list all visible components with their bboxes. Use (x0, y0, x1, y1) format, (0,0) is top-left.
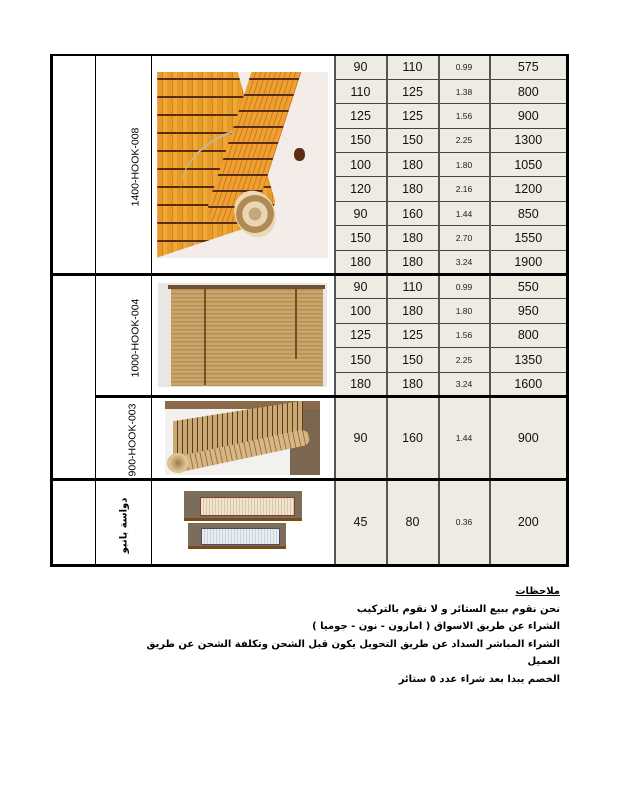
price-table (50, 54, 569, 567)
area-cell: 1.80 (439, 299, 490, 323)
width-cell: 125 (335, 323, 387, 347)
area-cell: 1.56 (439, 104, 490, 128)
area-cell: 0.99 (439, 55, 490, 79)
price-cell: 850 (490, 201, 568, 225)
area-cell: 2.25 (439, 348, 490, 372)
price-cell: 575 (490, 55, 568, 79)
note-line: الشراء عن طريق الاسواق ( امازون - نون - جوميا ) (312, 621, 560, 632)
price-cell: 950 (490, 299, 568, 323)
price-cell: 1350 (490, 348, 568, 372)
blank-column-cell (52, 55, 96, 275)
height-cell: 125 (387, 104, 439, 128)
price-cell: 800 (490, 323, 568, 347)
price-cell: 1200 (490, 177, 568, 201)
blank-column-cell (52, 479, 96, 565)
table-row (52, 396, 568, 479)
area-cell: 2.70 (439, 226, 490, 250)
product-image-cell (152, 55, 335, 275)
width-cell: 110 (335, 79, 387, 103)
note-line: نحن نقوم ببيع الستائر و لا نقوم بالتركيب (356, 603, 560, 615)
width-cell: 90 (335, 201, 387, 225)
product-code: 900-HOOK-003 (126, 403, 139, 477)
width-cell: 180 (335, 250, 387, 274)
height-cell: 125 (387, 323, 439, 347)
area-cell: 2.25 (439, 128, 490, 152)
area-cell: 0.36 (439, 479, 490, 565)
table-row (52, 55, 568, 79)
height-cell: 150 (387, 128, 439, 152)
product-code: دواسة بانبو (118, 497, 130, 554)
rolled-orange-bamboo-blind-image (157, 72, 328, 258)
height-cell: 180 (387, 153, 439, 177)
notes-section (140, 583, 560, 688)
price-cell: 550 (490, 275, 568, 299)
height-cell: 180 (387, 177, 439, 201)
product-code-cell (96, 396, 152, 479)
product-code-cell (96, 275, 152, 397)
product-code: 1000-HOOK-004 (129, 298, 142, 378)
price-cell: 900 (490, 104, 568, 128)
area-cell: 2.16 (439, 177, 490, 201)
height-cell: 180 (387, 250, 439, 274)
width-cell: 90 (335, 396, 387, 479)
area-cell: 1.44 (439, 396, 490, 479)
price-cell: 200 (490, 479, 568, 565)
product-code: 1400-HOOK-008 (129, 127, 142, 207)
height-cell: 110 (387, 55, 439, 79)
note-line: الشراء المباشر السداد عن طريق التحويل يكون قبل الشحن وتكلفة الشحن عن طريق العميل (146, 638, 560, 667)
width-cell: 150 (335, 348, 387, 372)
product-image-cell (152, 396, 335, 479)
product-code-cell (96, 479, 152, 565)
area-cell: 1.80 (439, 153, 490, 177)
price-cell: 1050 (490, 153, 568, 177)
blank-column-cell (52, 275, 96, 480)
rolled-up-bamboo-shade-image (165, 401, 320, 475)
width-cell: 90 (335, 275, 387, 299)
price-cell: 1900 (490, 250, 568, 274)
height-cell: 160 (387, 396, 439, 479)
height-cell: 160 (387, 201, 439, 225)
bamboo-floor-mats-image (184, 491, 302, 553)
width-cell: 100 (335, 299, 387, 323)
price-cell: 800 (490, 79, 568, 103)
height-cell: 125 (387, 79, 439, 103)
width-cell: 125 (335, 104, 387, 128)
note-line: الخصم يبدا بعد شراء عدد ٥ ستائر (398, 673, 560, 685)
width-cell: 150 (335, 128, 387, 152)
area-cell: 1.44 (439, 201, 490, 225)
area-cell: 1.56 (439, 323, 490, 347)
table-row (52, 479, 568, 565)
price-cell: 900 (490, 396, 568, 479)
product-image-cell (152, 479, 335, 565)
width-cell: 150 (335, 226, 387, 250)
area-cell: 3.24 (439, 372, 490, 396)
width-cell: 45 (335, 479, 387, 565)
hanging-bamboo-blind-image (158, 283, 327, 387)
table-row (52, 275, 568, 299)
product-code-cell (96, 55, 152, 275)
price-cell: 1300 (490, 128, 568, 152)
width-cell: 120 (335, 177, 387, 201)
price-cell: 1550 (490, 226, 568, 250)
height-cell: 110 (387, 275, 439, 299)
width-cell: 100 (335, 153, 387, 177)
area-cell: 1.38 (439, 79, 490, 103)
product-image-cell (152, 275, 335, 397)
area-cell: 0.99 (439, 275, 490, 299)
height-cell: 80 (387, 479, 439, 565)
height-cell: 150 (387, 348, 439, 372)
height-cell: 180 (387, 226, 439, 250)
height-cell: 180 (387, 299, 439, 323)
height-cell: 180 (387, 372, 439, 396)
width-cell: 90 (335, 55, 387, 79)
price-cell: 1600 (490, 372, 568, 396)
width-cell: 180 (335, 372, 387, 396)
area-cell: 3.24 (439, 250, 490, 274)
notes-title: ملاحظات (515, 586, 560, 597)
